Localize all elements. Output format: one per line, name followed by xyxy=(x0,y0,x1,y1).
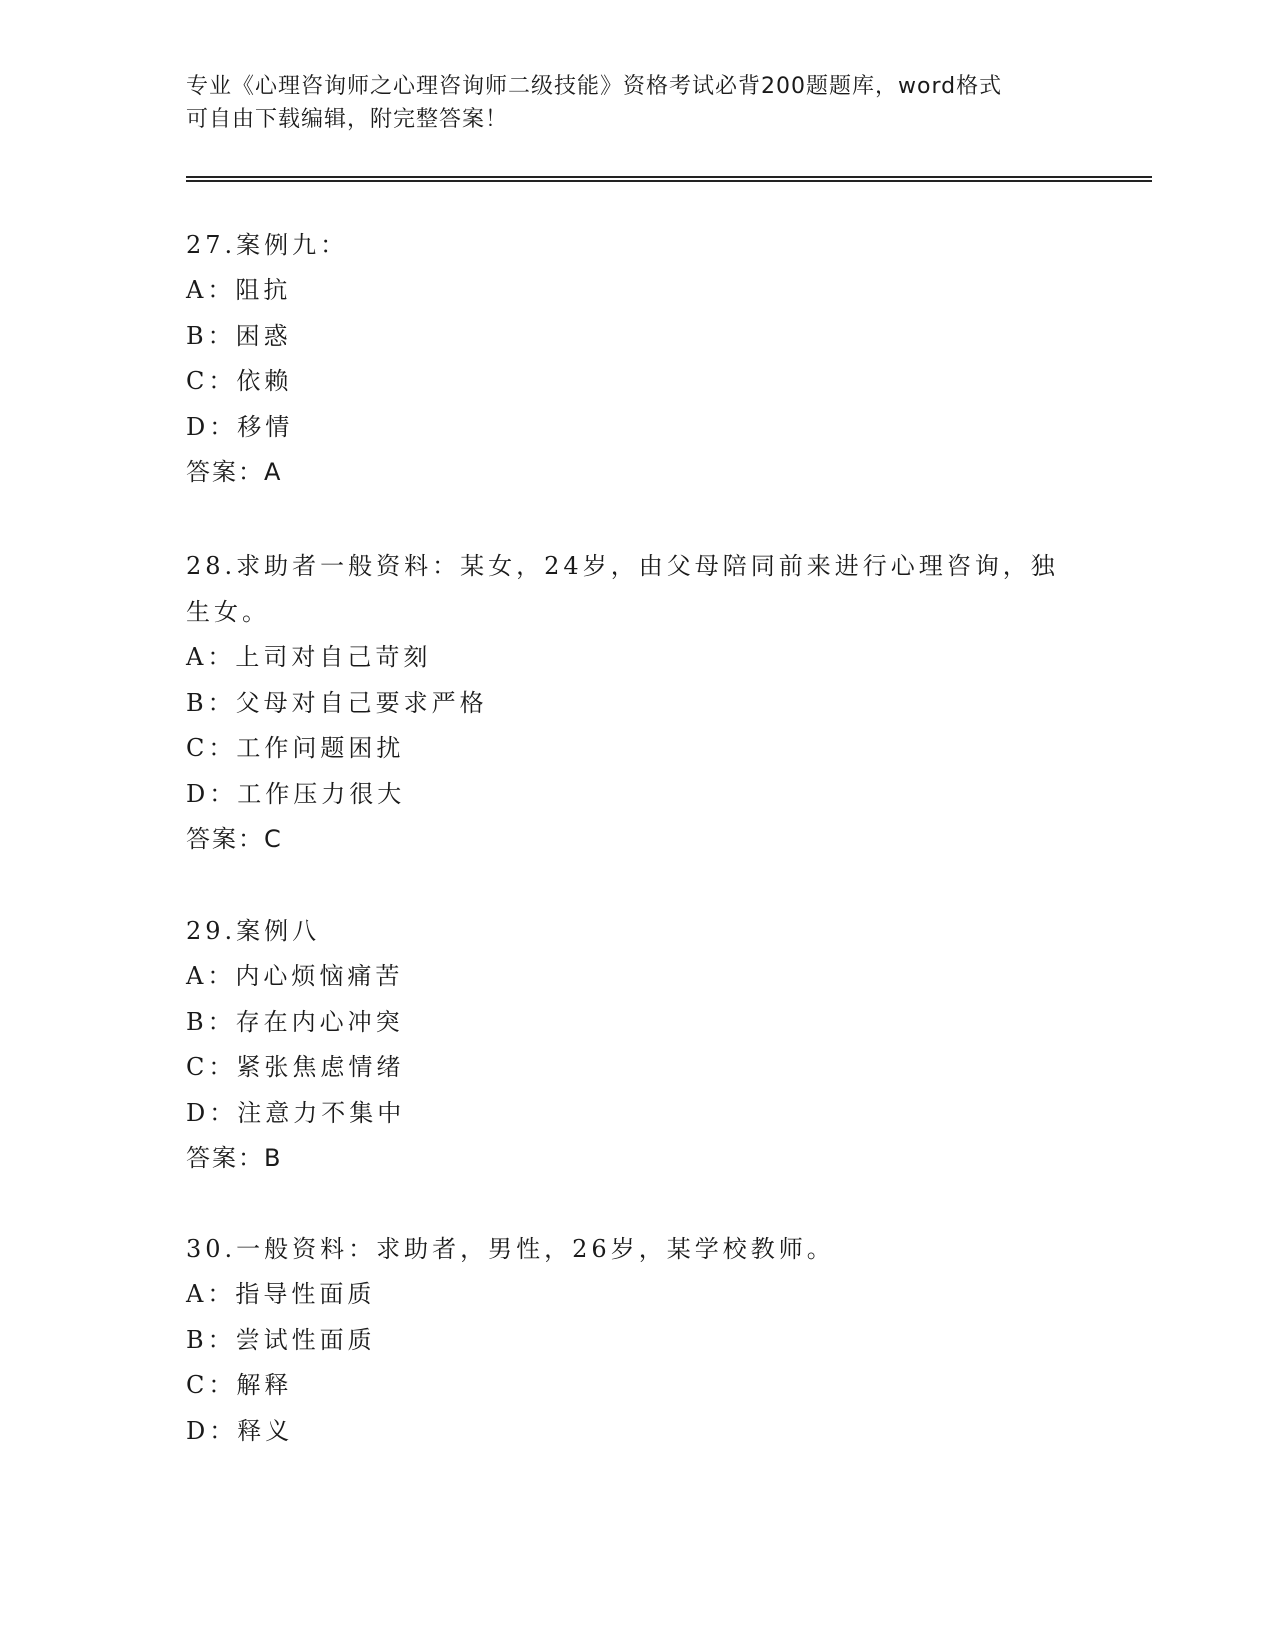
header-line-1: 专业《心理咨询师之心理咨询师二级技能》资格考试必背200题题库，word格式 xyxy=(186,74,1003,99)
question-stem: 27.案例九： xyxy=(186,231,349,259)
option-b: B：尝试性面质 xyxy=(186,1325,376,1354)
option-a: A：内心烦恼痛苦 xyxy=(186,962,404,990)
option-a: A：阻抗 xyxy=(186,276,292,304)
option-c: C：工作问题困扰 xyxy=(186,734,405,762)
answer-line: 答案：A xyxy=(186,458,283,486)
header-line-2: 可自由下载编辑，附完整答案！ xyxy=(186,107,509,132)
option-b: B：存在内心冲突 xyxy=(186,1007,404,1036)
option-d: D：工作压力很大 xyxy=(186,779,406,808)
option-a: A：上司对自己苛刻 xyxy=(186,643,432,671)
question-28 xyxy=(186,543,1086,862)
option-a: A：指导性面质 xyxy=(186,1280,376,1308)
option-d: D：释义 xyxy=(186,1416,294,1445)
option-d: D：注意力不集中 xyxy=(186,1098,406,1127)
option-d: D：移情 xyxy=(186,412,294,441)
answer-line: 答案：C xyxy=(186,825,283,853)
question-stem: 30.一般资料：求助者，男性，26岁，某学校教师。 xyxy=(186,1235,835,1263)
document-header xyxy=(186,70,1066,136)
option-c: C：紧张焦虑情绪 xyxy=(186,1053,405,1081)
option-c: C：解释 xyxy=(186,1371,293,1399)
question-stem-continued: 生女。 xyxy=(186,598,270,626)
option-b: B：困惑 xyxy=(186,321,292,350)
question-30 xyxy=(186,1226,1086,1454)
question-29 xyxy=(186,908,1086,1181)
header-divider xyxy=(186,176,1152,182)
answer-line: 答案：B xyxy=(186,1144,283,1172)
question-27 xyxy=(186,222,1086,495)
question-stem: 28.求助者一般资料：某女，24岁，由父母陪同前来进行心理咨询，独 xyxy=(186,552,1059,580)
question-stem: 29.案例八 xyxy=(186,917,321,945)
option-b: B：父母对自己要求严格 xyxy=(186,688,488,717)
option-c: C：依赖 xyxy=(186,367,293,395)
